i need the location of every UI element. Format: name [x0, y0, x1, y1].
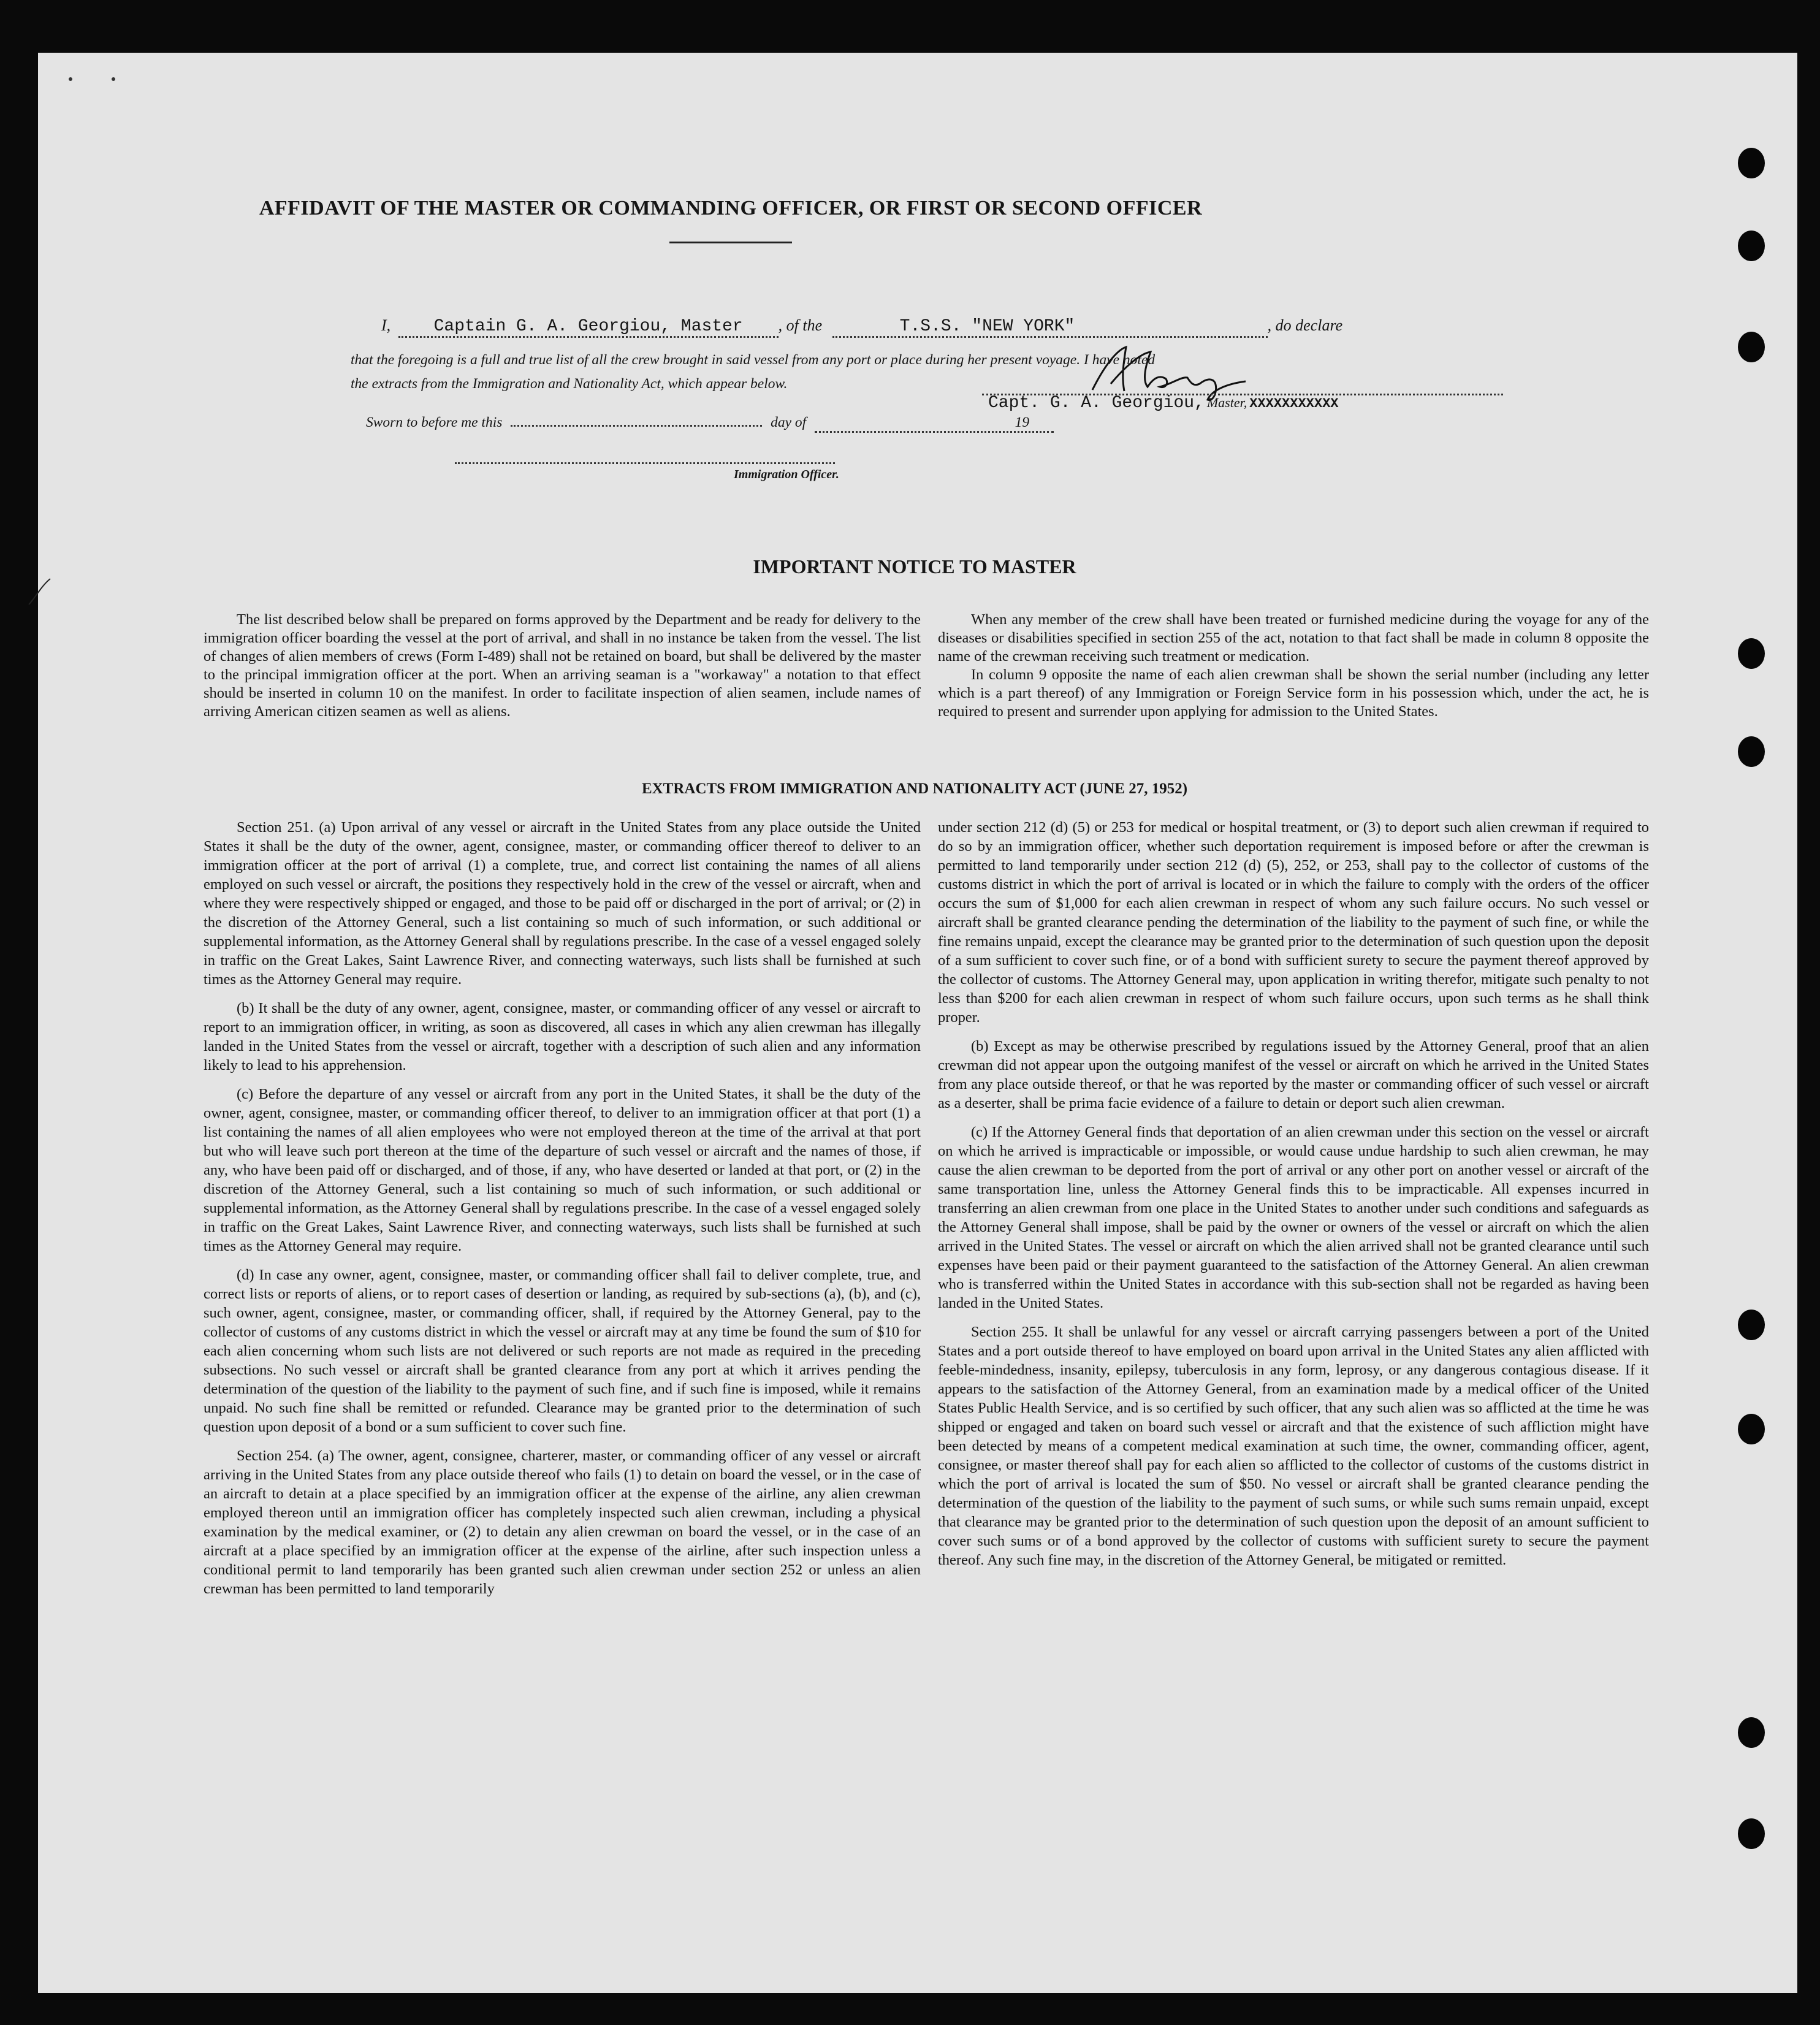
sworn-month-field [815, 414, 1054, 433]
binder-hole [1738, 231, 1765, 261]
extract-paragraph: (c) If the Attorney General finds that deportation of an alien crewman under this section on the vessel or aircraft on which he arrived is impracticable or impossible, or would cause undue hardship to such alien crewman, he may cause the alien crewman to be deported from the port of arrival or any other port on another vessel or aircraft of the same transportation line, unless the Attorney General finds this to be impracticable. All expenses incurred in transferring an alien crewman from one place in the United States to another under such conditions and safeguards as the Attorney General shall impose, shall be paid by the owner or owners of the vessel or aircraft on which the alien arrived in the United States. The vessel or aircraft on which the alien arrived shall not be granted clearance until such expenses have been paid or their payment guaranteed to the satisfaction of the Attorney General. An alien crewman who is transferred within the United States in accordance with this sub-section shall not be regarded as having been landed in the United States. [938, 1124, 1649, 1311]
signature-role-label: Master, [1206, 395, 1247, 410]
binder-hole [1738, 638, 1765, 669]
extracts-title: EXTRACTS FROM IMMIGRATION AND NATIONALITY ACT (JUNE 27, 1952) [641, 780, 1188, 797]
affidavit-title: AFFIDAVIT OF THE MASTER OR COMMANDING OFFICER, OR FIRST OR SECOND OFFICER [259, 197, 1203, 219]
title-rule [669, 242, 792, 243]
immigration-officer-label: Immigration Officer. [734, 468, 839, 481]
sworn-day-field [511, 425, 762, 427]
binder-hole [1738, 1717, 1765, 1748]
declaration-line-2: that the foregoing is a full and true list of all the crew brought in said vessel from any port or place during her present voyage. I have noted [351, 352, 1156, 368]
declaration-i: I, [381, 316, 391, 334]
document-page [38, 53, 1797, 1993]
officer-signature-rule [455, 462, 835, 464]
signature-typed-name: Capt. G. A. Georgiou, [988, 394, 1205, 413]
notice-title: IMPORTANT NOTICE TO MASTER [753, 555, 1076, 578]
signature-struck-text: XXXXXXXXXXX [1249, 396, 1339, 411]
signature-typed-block [988, 394, 1338, 413]
declaration-do-declare: , do declare [1267, 316, 1343, 334]
extract-paragraph: Section 251. (a) Upon arrival of any vessel or aircraft in the United States from any place outside the United States it shall be the duty of the owner, agent, consignee, master, or commanding officer thereof to deliver to an immigration officer at the port of arrival (1) a complete, true, and correct list containing the names of all aliens employed on such vessel or aircraft, the positions they respectively hold in the crew of the vessel or aircraft, when and where they were respectively shipped or engaged, and those to be paid off or discharged in the port of arrival; or (2) in the discretion of the Attorney General, such a list containing so much of such information, or such additional or supplemental information, as the Attorney General shall by regulations prescribe. In the case of a vessel engaged solely in traffic on the Great Lakes, Saint Lawrence River, and connecting waterways, such lists shall be furnished at such times as the Attorney General may require. [204, 819, 921, 988]
binder-hole [1738, 736, 1765, 767]
sworn-line [366, 414, 1054, 433]
binder-hole [1738, 332, 1765, 362]
extract-paragraph: (b) Except as may be otherwise prescribed by regulations issued by the Attorney General, proof that an alien crewman did not appear upon the outgoing manifest of the vessel or aircraft on which he arrived in the United States from any place outside thereof, or that he was reported by the master or commanding officer of such vessel or aircraft as a deserter, shall be prima facie evidence of a failure to detain or deport such alien crewman. [938, 1038, 1649, 1112]
notice-right-paragraph: When any member of the crew shall have been treated or furnished medicine during the voyage for any of the diseases or disabilities specified in section 255 of the act, notation to that fact shall be made in column 8 opposite the name of the crewman receiving such treatment or medication. [938, 611, 1649, 665]
stray-mark [69, 77, 72, 81]
vessel-name-value: T.S.S. "NEW YORK" [899, 317, 1075, 336]
notice-right-column [938, 611, 1649, 731]
declaration-line-3: the extracts from the Immigration and Nationality Act, which appear below. [351, 376, 788, 392]
notice-right-paragraph: In column 9 opposite the name of each alien crewman shall be shown the serial number (including any letter which is a part thereof) of any Immigration or Foreign Service form in his possession which, under the act, he is required to present and surrender upon applying for admission to the United States. [938, 666, 1649, 720]
extracts-right-column [938, 818, 1649, 1579]
master-name-field [398, 316, 779, 338]
binder-hole [1738, 1310, 1765, 1340]
binder-hole [1738, 1818, 1765, 1849]
extract-paragraph: Section 255. It shall be unlawful for any vessel or aircraft carrying passengers between a port of the United States and a port outside thereof to have employed on board upon arrival in the United States any alien afflicted with feeble-mindedness, insanity, epilepsy, tuberculosis in any form, leprosy, or any dangerous contagious disease. If it appears to the satisfaction of the Attorney General, from an examination made by a medical officer of the United States Public Health Service, and is so certified by such officer, that any such alien was so afflicted at the time he was shipped or engaged and taken on board such vessel or aircraft and that the existence of such affliction might have been detected by means of a competent medical examination at such time, the owner, commanding officer, agent, consignee, or master thereof shall pay for each alien so afflicted to the collector of customs of the customs district in which the port of arrival is located the sum of $50. No vessel or aircraft shall be granted clearance pending the determination of the question of the liability to the payment of such sums, or while such sums remain unpaid, except that clearance may be granted prior to the determination of such question upon the deposit of an amount sufficient to cover such sums or of a bond approved by the collector of customs with sufficient surety to secure the payment thereof. Any such fine may, in the discretion of the Attorney General, be mitigated or remitted. [938, 1324, 1649, 1568]
extracts-left-column [204, 818, 921, 1608]
declaration-of-the: , of the [778, 316, 823, 334]
extract-paragraph: (c) Before the departure of any vessel or aircraft from any port in the United States, it shall be the duty of the owner, agent, consignee, master, or commanding officer thereof, to deliver to an immigration officer at that port (1) a list containing the names of all alien employees who were not employed thereon at the time of the arrival at that port but who will leave such port thereon at the time of the departure of such vessel or aircraft and the names of those, if any, who have been paid off or discharged, and of those, if any, who have deserted or landed at that port, or (2) in the discretion of the Attorney General, such a list containing so much of such information, or such additional or supplemental information, as the Attorney General shall by regulations prescribe. In the case of a vessel engaged solely in traffic on the Great Lakes, Saint Lawrence River, and connecting waterways, such lists shall be furnished at such times as the Attorney General may require. [204, 1086, 921, 1254]
margin-pen-mark [20, 574, 56, 611]
stray-mark [112, 77, 115, 81]
vessel-name-field [832, 316, 1268, 338]
extract-paragraph: Section 254. (a) The owner, agent, consignee, charterer, master, or commanding officer of any vessel or aircraft arriving in the United States from any place outside thereof who fails (1) to detain on board the vessel, or in the case of an aircraft to detain at a place specified by an immigration officer at the expense of the airline, any alien crewman employed thereon until an immigration officer has completely inspected such alien crewman, including a physical examination by the medical examiner, or (2) to detain any alien crewman on board the vessel, or in the case of an aircraft at a place specified by an immigration officer at the expense of the airline, after such inspection unless a conditional permit to land temporarily has been granted such alien crewman under section 252 or unless an alien crewman has been permitted to land temporarily [204, 1447, 921, 1597]
declaration-line-1 [381, 316, 1342, 338]
notice-left-paragraph: The list described below shall be prepared on forms approved by the Department and be ready for delivery to the immigration officer boarding the vessel at the port of arrival, and shall in no instance be taken from the vessel. The list of changes of alien members of crews (Form I-489) shall not be retained on board, but shall be delivered by the master to the principal immigration officer at the port. When an arriving seaman is a "workaway" a notation to that effect should be inserted in column 10 on the manifest. In order to facilitate inspection of alien seamen, include names of arriving American citizen seamen as well as aliens. [204, 611, 921, 720]
master-name-value: Captain G. A. Georgiou, Master [433, 317, 743, 336]
binder-hole [1738, 1414, 1765, 1444]
sworn-day-of: day of [771, 414, 807, 430]
sworn-label: Sworn to before me this [366, 414, 503, 430]
extract-paragraph: (b) It shall be the duty of any owner, agent, consignee, master, or commanding officer of any vessel or aircraft to report to an immigration officer, in writing, as soon as discovered, all cases in which any alien crewman has illegally landed in the United States from the vessel or aircraft, together with a description of such alien and any information likely to lead to his apprehension. [204, 1000, 921, 1074]
sworn-year: 19 [1015, 414, 1030, 430]
binder-hole [1738, 148, 1765, 178]
extract-paragraph: under section 212 (d) (5) or 253 for medical or hospital treatment, or (3) to deport such alien crewman if required to do so by an immigration officer, whether such deportation requirement is imposed before or after the crewman is permitted to land temporarily under section 212 (d) (5), 252, or 253, shall pay to the collector of customs of the customs district in which the port of arrival is located or in which the failure to comply with the orders of the officer occurs the sum of $1,000 for each alien crewman in respect of whom any such failure occurs. No such vessel or aircraft shall be granted clearance pending the determination of the liability to the payment of such fine, or while the fine remains unpaid, except the clearance may be granted prior to the determination of such question upon the deposit of a sum sufficient to cover such fine, or of a bond with sufficient surety to secure the payment thereof approved by the collector of customs. The Attorney General may, upon application in writing therefor, mitigate such penalty to not less than $200 for each alien crewman in respect of whom such failure occurs, upon such terms as he shall think proper. [938, 819, 1649, 1026]
extract-paragraph: (d) In case any owner, agent, consignee, master, or commanding officer shall fail to deliver complete, true, and correct lists or reports of aliens, or to report cases of desertion or landing, as required by sub-sections (a), (b), and (c), such owner, agent, consignee, master, or commanding officer, shall, if required by the Attorney General, pay to the collector of customs of any customs district in which the vessel or aircraft may at any time be found the sum of $10 for each alien concerning whom such lists are not delivered or such reports are not made as required in the preceding subsections. No such vessel or aircraft shall be granted clearance from any port at which it arrives pending the determination of the question of the liability to the payment of such fine, and if such fine is imposed, while it remains unpaid. No such fine shall be remitted or refunded. Clearance may be granted prior to the determination of such question upon deposit of a bond or a sum sufficient to cover such fine. [204, 1267, 921, 1435]
notice-left-column [204, 611, 921, 731]
